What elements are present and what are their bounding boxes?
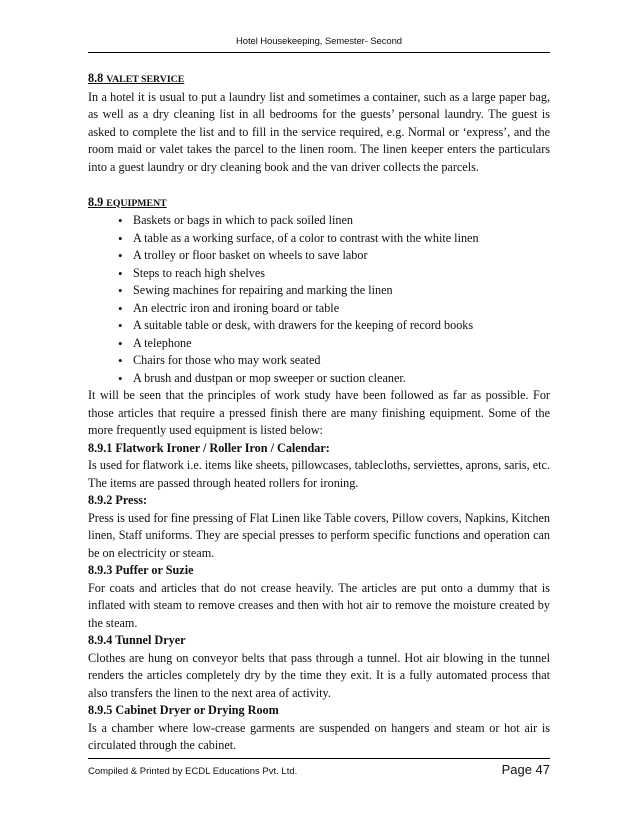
list-item: • Baskets or bags in which to pack soiled linen <box>118 212 550 230</box>
list-item: • Sewing machines for repairing and marking the linen <box>118 282 550 300</box>
section-heading-equipment <box>88 194 550 213</box>
list-item: • A table as a working surface, of a color to contrast with the white linen <box>118 230 550 248</box>
subsection-heading: 8.9.1 Flatwork Ironer / Roller Iron / Calendar: <box>88 440 330 455</box>
subsection-paragraph: Is used for flatwork i.e. items like sheets, pillowcases, tablecloths, serviettes, aprons, saris, etc. The items are passed through heated rollers for ironing. <box>88 458 550 490</box>
subsection-paragraph: Clothes are hung on conveyor belts that pass through a tunnel. Hot air blowing in the tunnel renders the articles completely dry by the time they exit. It is a fully automated process that also transfers the linen to the next area of activity. <box>88 650 550 700</box>
subsection-heading: 8.9.5 Cabinet Dryer or Drying Room <box>88 703 279 717</box>
equipment-list <box>88 212 550 387</box>
list-item: • Steps to reach high shelves <box>118 265 550 283</box>
list-item: • A trolley or floor basket on wheels to save labor <box>118 247 550 265</box>
list-item: • Chairs for those who may work seated <box>118 352 550 370</box>
list-item: • A suitable table or desk, with drawers for the keeping of record books <box>118 317 550 335</box>
section-number: 8.8 <box>88 71 104 85</box>
footer-publisher: Compiled & Printed by ECDL Educations Pvt. Ltd. <box>88 766 298 777</box>
subsection-paragraph: Press is used for fine pressing of Flat Linen like Table covers, Pillow covers, Napkins, Kitchen linen, Staff uniforms. They are special presses to perform specific functions and operation can be on electricity or steam. <box>88 510 550 560</box>
section-heading-valet-service <box>88 70 550 89</box>
subsection-heading: 8.9.4 Tunnel Dryer <box>88 633 186 647</box>
subsection-paragraph: For coats and articles that do not crease heavily. The articles are put onto a dummy that is inflated with steam to remove creases and then with hot air to remove the moisture created by the steam. <box>88 580 550 630</box>
page-header: Hotel Housekeeping, Semester- Second <box>236 36 402 47</box>
page-number: Page 47 <box>501 762 550 777</box>
equipment-intro-paragraph: It will be seen that the principles of work study have been followed as far as possible. For those articles that require a pressed finish there are many finishing equipment. Some of the more frequently used equipment is listed below: <box>88 388 550 437</box>
header-rule <box>88 52 550 53</box>
section-title: VALET SERVICE <box>106 74 185 85</box>
footer-rule <box>88 758 550 759</box>
subsection-heading: 8.9.3 Puffer or Suzie <box>88 563 194 577</box>
list-item: • A telephone <box>118 335 550 353</box>
valet-service-paragraph: In a hotel it is usual to put a laundry list and sometimes a container, such as a large paper bag, as well as a dry cleaning list in all bedrooms for the guests’ personal laundry. The guest is asked to complete the list and to fill in the service required, e.g. Normal or ‘express’, and the room maid or valet takes the parcel to the linen room. The linen keeper enters the particulars into a guest laundry or dry cleaning book and the van driver collects the parcels. <box>88 89 550 174</box>
section-title: EQUIPMENT <box>106 197 167 209</box>
page-content <box>88 70 550 755</box>
subsection-paragraph: Is a chamber where low-crease garments are suspended on hangers and steam or hot air is circulated through the cabinet. <box>88 720 550 752</box>
section-number: 8.9 <box>88 194 104 209</box>
list-item: • A brush and dustpan or mop sweeper or suction cleaner. <box>118 370 550 388</box>
subsection-heading: 8.9.2 Press: <box>88 493 148 507</box>
list-item: • An electric iron and ironing board or table <box>118 300 550 318</box>
